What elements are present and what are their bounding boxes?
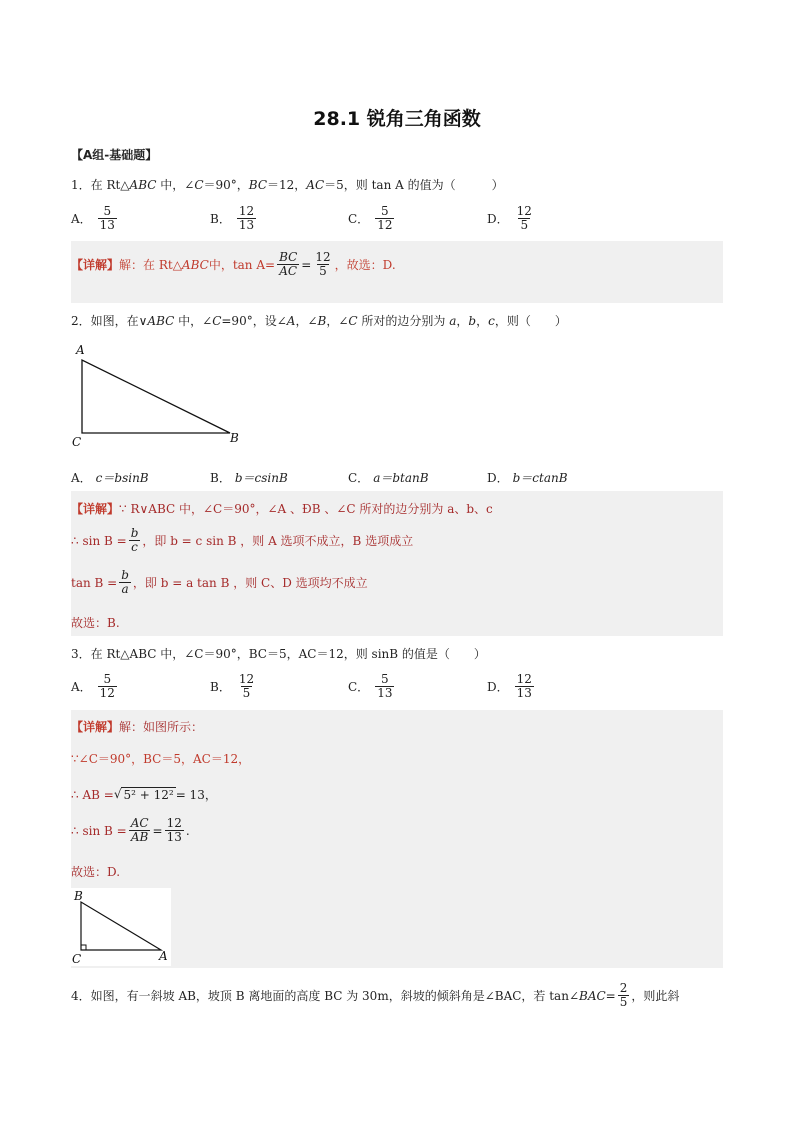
q1-option-b: B． $\frac{12}{13}$ <box>210 204 255 232</box>
q2-solution-line-2: ∴ sin B = $\frac{b}{c}$ ，即 b = c sin B ，则 A 选项不成立，B 选项成立 <box>71 526 414 554</box>
q1-option-d: D． $\frac{12}{5}$ <box>487 204 532 232</box>
q3-triangle-figure <box>71 888 171 966</box>
q2-option-b: B． b＝csinB <box>210 471 288 485</box>
q1-option-a: A． $\frac{5}{13}$ <box>71 204 115 232</box>
q1-solution-box <box>71 241 723 303</box>
triangle-shape <box>82 360 230 433</box>
question-2-stem: 2．如图，在∨ABC 中，∠C=90°，设∠A，∠B，∠C 所对的边分别为 a，b，c，则（ ） <box>71 314 567 328</box>
q3-option-d: D． $\frac{12}{13}$ <box>487 672 532 700</box>
q2-solution-box <box>71 491 723 636</box>
question-4-stem: 4．如图，有一斜坡 AB，坡顶 B 离地面的高度 BC 为 30m，斜坡的倾斜角是∠BAC，若 tan∠ BAC = $\frac{2}{5}$ ，则此斜 <box>71 981 680 1009</box>
q2-option-d: D． b＝ctanB <box>487 471 568 485</box>
q2-option-a: A． c＝bsinB <box>71 471 149 485</box>
q3-option-a: A． $\frac{5}{12}$ <box>71 672 115 700</box>
page-title: 28.1 锐角三角函数 <box>313 108 481 130</box>
q3-solution-line-4: ∴ sin B = $\frac{AC}{AB}$ = $\frac{12}{13}$ . <box>71 816 190 844</box>
q3-option-c: C． $\frac{5}{13}$ <box>348 672 393 700</box>
q3-solution-line-5: 故选：D. <box>71 865 121 879</box>
q2-solution-line-1: 【详解】 ∵ R∨ABC 中，∠C＝90°，∠A 、ÐB 、∠C 所对的边分别为 a、b、c <box>71 502 493 516</box>
q1-option-c: C． $\frac{5}{12}$ <box>348 204 393 232</box>
q1-solution-line: 【详解】 解：在 Rt△ ABC 中，tan A= $\frac{BC}{AC}$ = $\frac{12}{5}$ ，故选：D. <box>71 250 396 278</box>
question-3-stem: 3．在 Rt△ABC 中，∠C＝90°，BC＝5，AC＝12，则 sinB 的值是（ ） <box>71 647 486 661</box>
q2-option-c: C． a＝btanB <box>348 471 429 485</box>
vertex-label-b: B <box>230 431 239 445</box>
vertex-label-b: B <box>74 889 83 903</box>
question-1-stem: 1．在 Rt△ABC 中，∠C＝90°，BC＝12，AC＝5，则 tan A 的值为（ ） <box>71 178 504 192</box>
q3-option-b: B． $\frac{12}{5}$ <box>210 672 255 700</box>
q2-solution-line-4: 故选：B. <box>71 616 120 630</box>
triangle-shape <box>81 902 161 950</box>
right-angle-mark <box>81 945 86 950</box>
vertex-label-a: A <box>76 343 85 357</box>
vertex-label-c: C <box>72 952 82 966</box>
q3-solution-line-2: ∵∠C＝90°，BC＝5，AC＝12， <box>71 752 251 766</box>
vertex-label-c: C <box>72 435 82 449</box>
q3-solution-box <box>71 710 723 968</box>
q3-solution-line-1: 【详解】 解：如图所示： <box>71 720 204 734</box>
q2-triangle-figure <box>70 340 250 450</box>
q2-solution-line-3: tan B = $\frac{b}{a}$ ，即 b = a tan B ，则 C、D 选项均不成立 <box>71 568 368 596</box>
group-heading: 【A组-基础题】 <box>71 148 158 162</box>
vertex-label-a: A <box>159 949 168 963</box>
q3-solution-line-3: ∴ AB = √ 5² + 12² = 13， <box>71 787 217 802</box>
